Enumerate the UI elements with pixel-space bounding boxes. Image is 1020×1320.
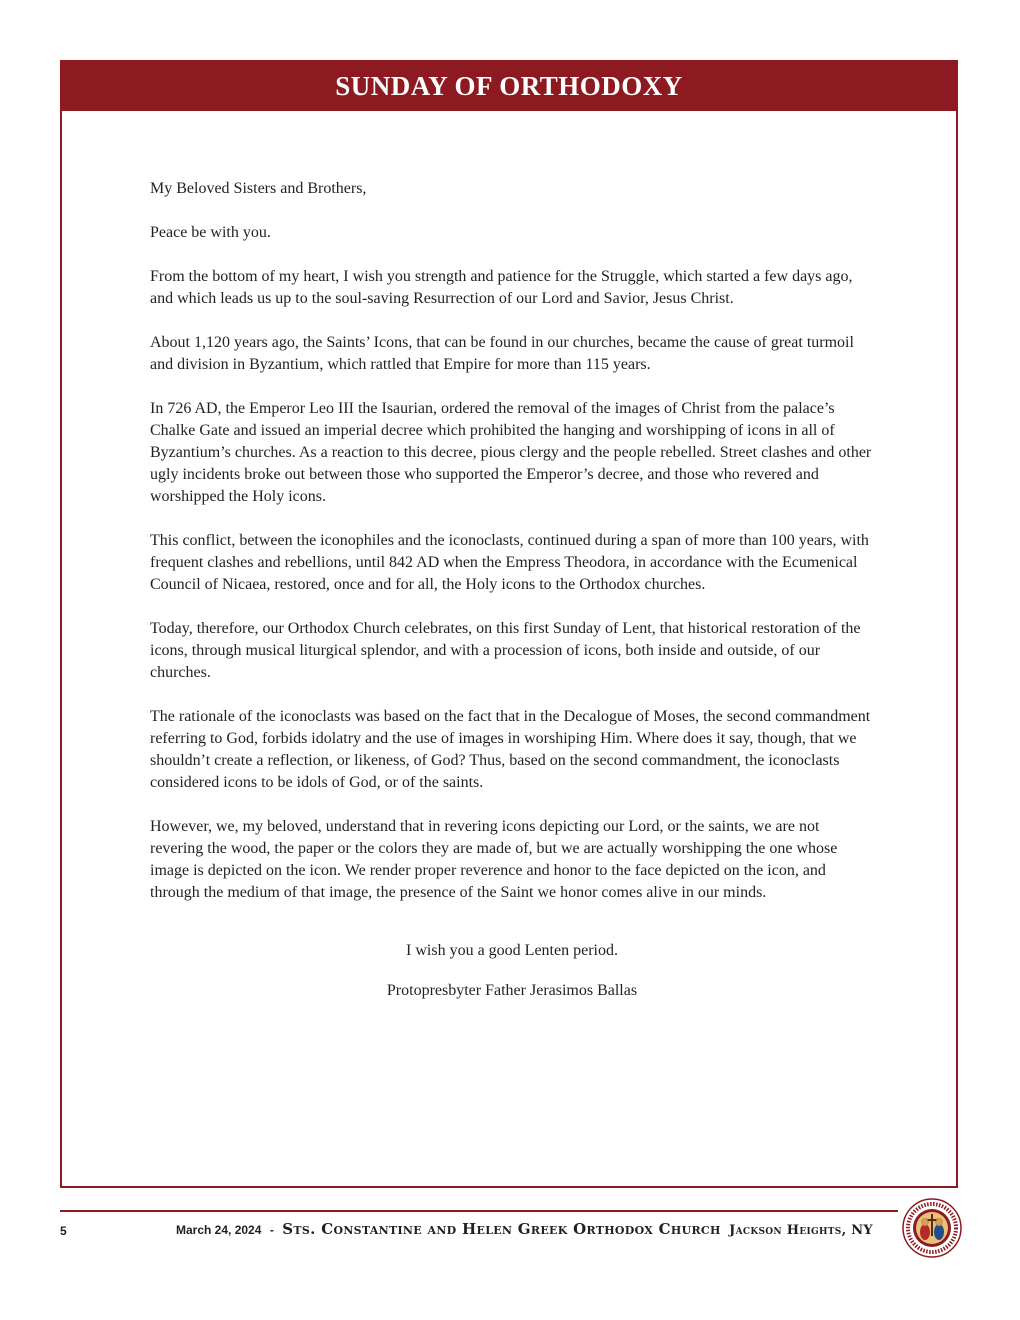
paragraph: From the bottom of my heart, I wish you strength and patience for the Struggle, which started a few days ago, and which leads us up to the soul-saving Resurrection of our Lord and Savior, Jesus Christ. (150, 268, 853, 307)
paragraph: In 726 AD, the Emperor Leo III the Isaurian, ordered the removal of the images of Christ from the palace’s Chalke Gate and issued an imperial decree which prohibited the hanging and worshipping of icons in all of Byzantium’s churches. As a reaction to this decree, pious clergy and the people rebelled. Street clashes and other ugly incidents broke out between those who supported the Emperor’s decree, and those who revered and worshipped the Holy icons. (150, 400, 872, 505)
footer-separator: - (269, 1223, 274, 1237)
footer-location: Jackson Heights, NY (729, 1223, 873, 1238)
closing-line: I wish you a good Lenten period. (406, 942, 618, 959)
page-number: 5 (60, 1224, 67, 1238)
page-title: SUNDAY OF ORTHODOXY (62, 62, 956, 111)
church-seal-icon (902, 1198, 962, 1258)
signature: Protopresbyter Father Jerasimos Ballas (386, 982, 638, 999)
footer-divider (60, 1210, 898, 1212)
paragraph: Today, therefore, our Orthodox Church celebrates, on this first Sunday of Lent, that historical restoration of the icons, through musical liturgical splendor, and with a procession of icons, both inside and outside, of our churches. (150, 620, 861, 681)
greeting: Peace be with you. (150, 224, 271, 241)
paragraph: This conflict, between the iconophiles and the iconoclasts, continued during a span of more than 100 years, with frequent clashes and rebellions, until 842 AD when the Empress Theodora, in accordance with the Ecumenical Council of Nicaea, restored, once and for all, the Holy icons to the Orthodox churches. (150, 532, 869, 593)
salutation: My Beloved Sisters and Brothers, (150, 180, 367, 197)
footer-church-name: Sts. Constantine and Helen Greek Orthodox Church (282, 1220, 721, 1238)
paragraph: About 1,120 years ago, the Saints’ Icons, that can be found in our churches, became the cause of great turmoil and division in Byzantium, which rattled that Empire for more than 115 years. (150, 334, 854, 373)
footer-caption (176, 1220, 876, 1239)
content-frame (60, 60, 958, 1188)
paragraph: The rationale of the iconoclasts was based on the fact that in the Decalogue of Moses, the second commandment referring to God, forbids idolatry and the use of images in worshiping Him. Where does it say, though, that we shouldn’t create a reflection, or likeness, of God? Thus, based on the second commandment, the iconoclasts considered icons to be idols of God, or of the saints. (150, 708, 871, 791)
letter-body (150, 178, 874, 1020)
paragraph: However, we, my beloved, understand that in revering icons depicting our Lord, or the saints, we are not revering the wood, the paper or the colors they are made of, but we are actually worshipping the one whose image is depicted on the icon. We render proper reverence and honor to the face depicted on the icon, and through the medium of that image, the presence of the Saint we honor comes alive in our minds. (150, 818, 838, 901)
footer-date: March 24, 2024 (176, 1223, 262, 1237)
